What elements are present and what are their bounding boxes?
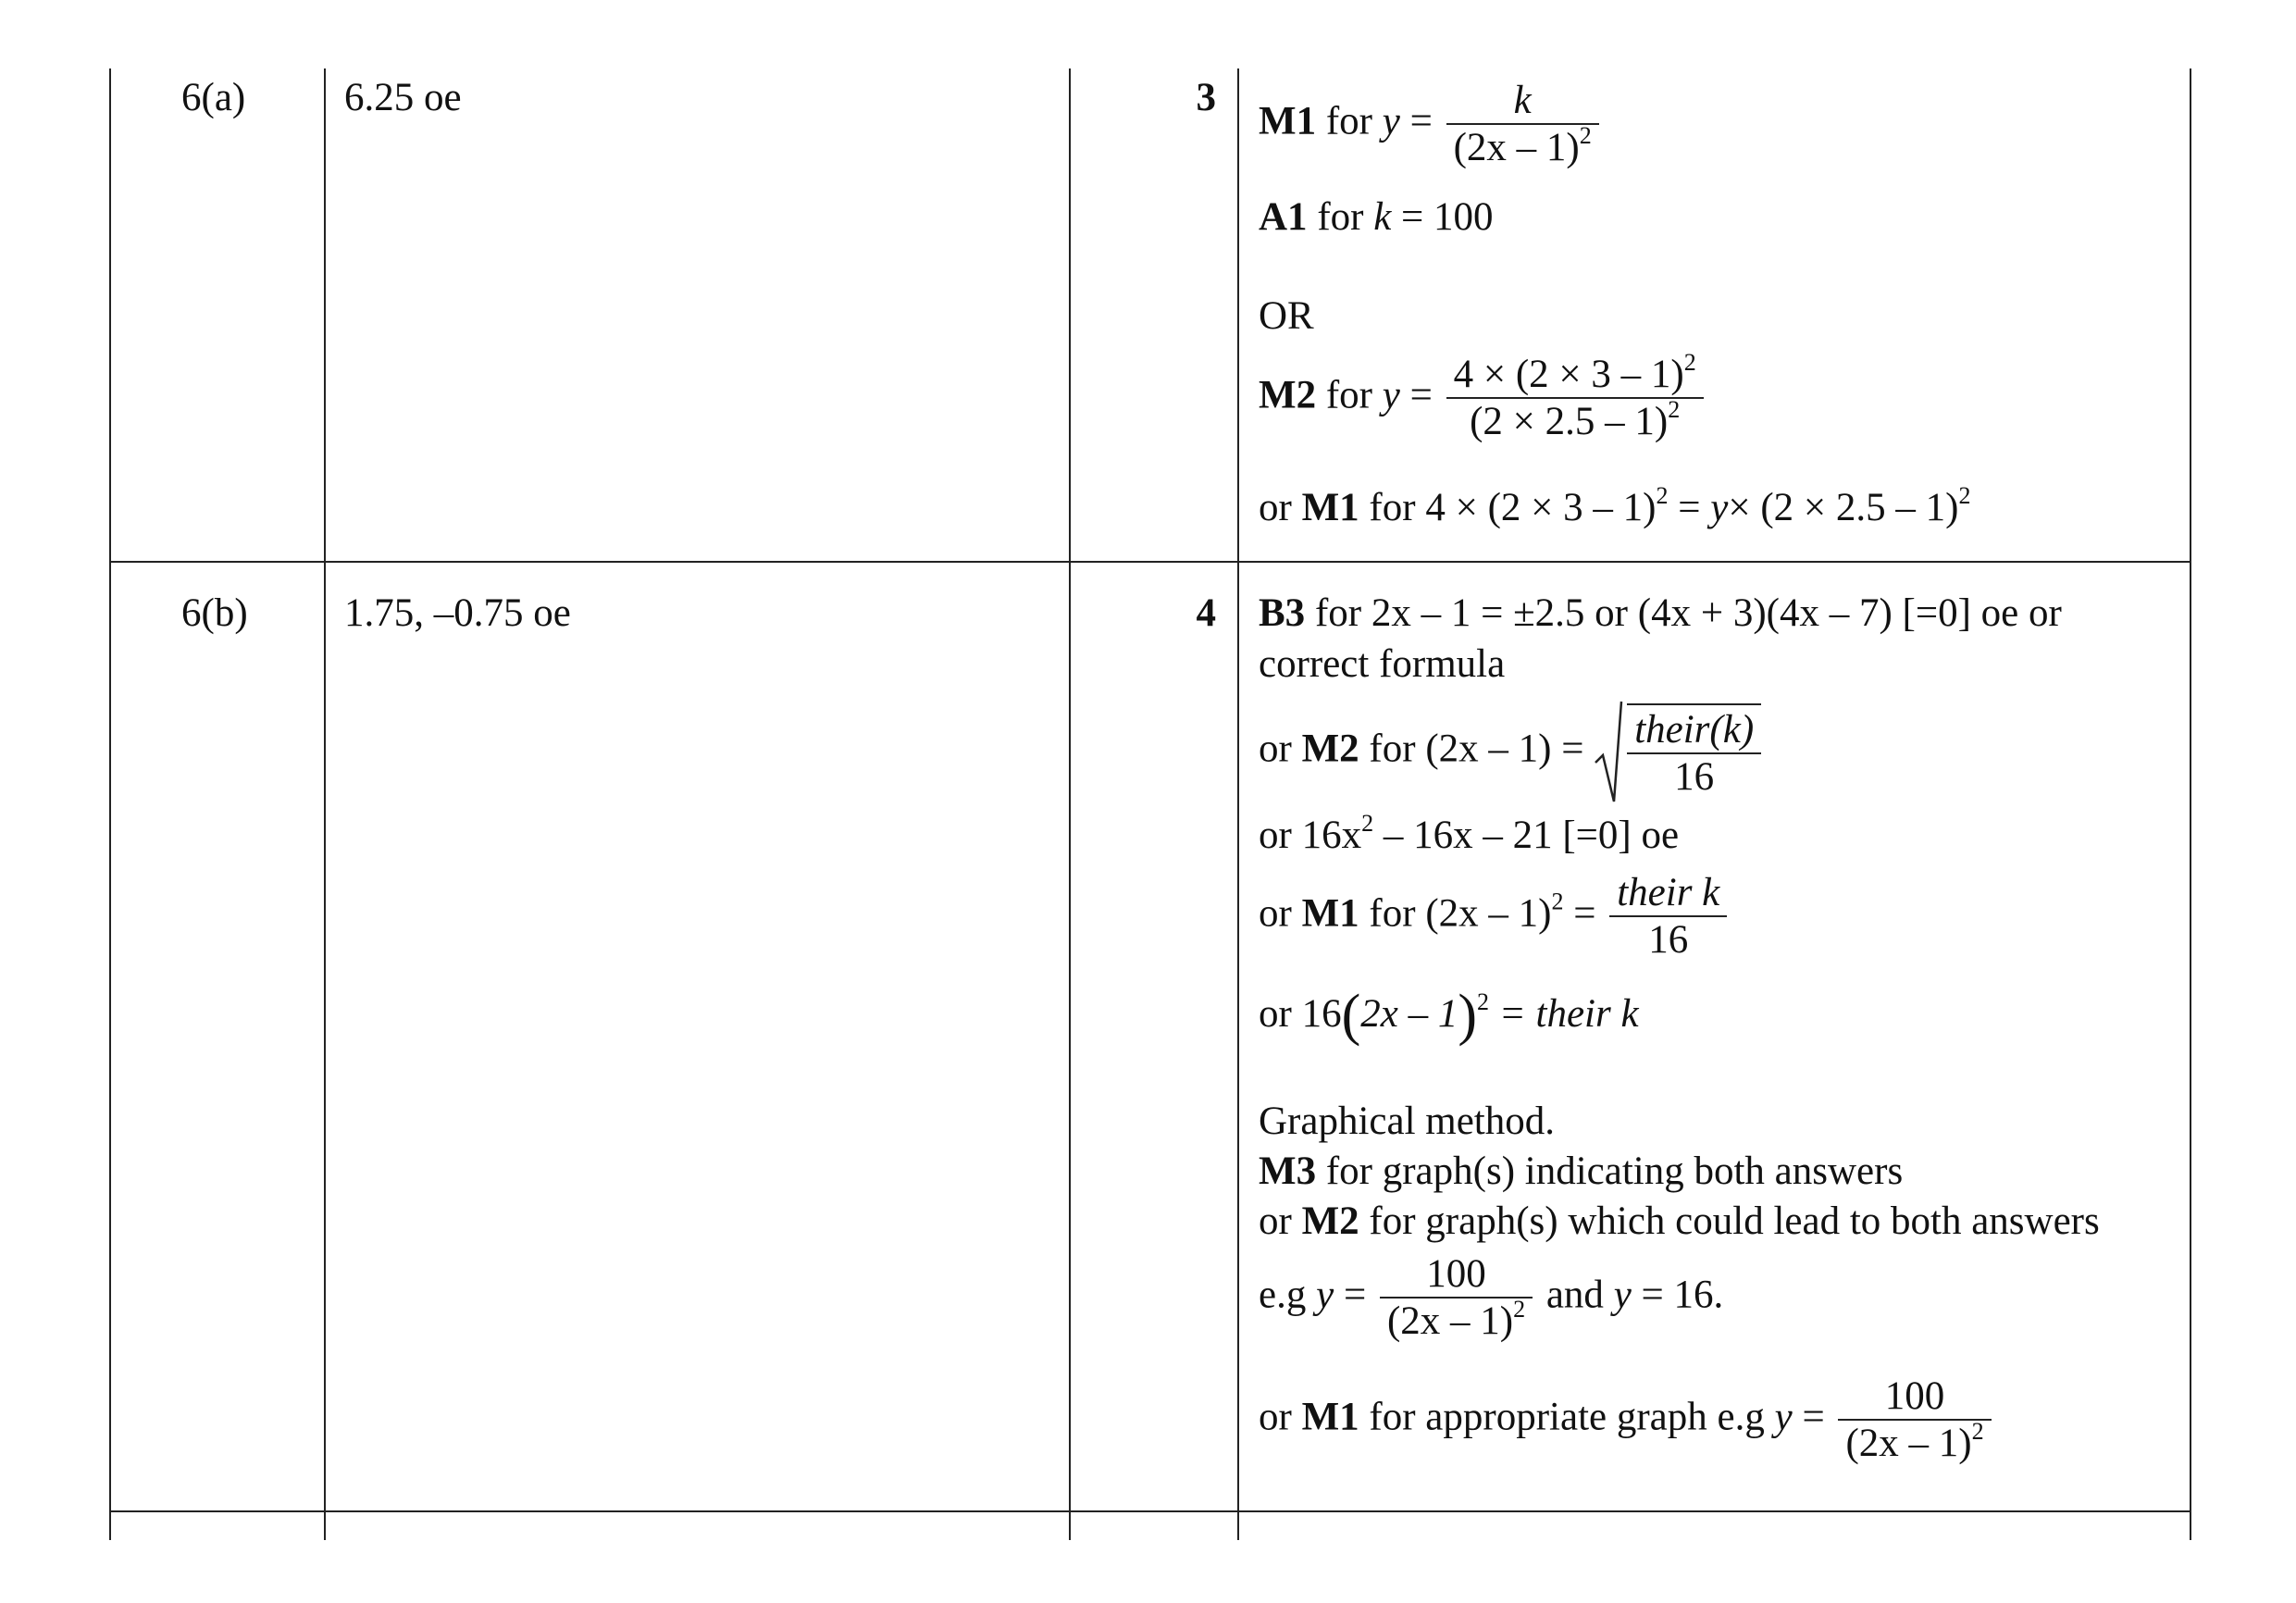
fraction: $\frac{k}{(2x - 1)^2}$ xyxy=(1446,78,1599,171)
table-border-left xyxy=(109,68,111,1540)
note-line: M2 for y = $\frac{4 \times (2 \times 3 - 1)^2}{(2 \times 2.5 - 1)^2}$ xyxy=(1259,352,1707,445)
column-divider-1 xyxy=(324,68,326,1540)
table-border-right xyxy=(2190,68,2191,1540)
note-line: or M2 for (2x – 1) = $\frac{\text{their(k)}}{16}$ xyxy=(1259,703,1765,801)
question-number: 6(a) xyxy=(181,76,246,119)
row-divider-1 xyxy=(109,561,2191,563)
square-root xyxy=(1594,703,1765,801)
column-divider-3 xyxy=(1237,68,1239,1540)
note-line: A1 for k = 100 xyxy=(1259,195,1494,239)
answer: 1.75, –0.75 oe xyxy=(344,591,571,635)
fraction: $\frac{4 \times (2 \times 3 - 1)^2}{(2 \times 2.5 - 1)^2}$ xyxy=(1446,352,1704,445)
fraction: $\frac{100}{(2x - 1)^2}$ xyxy=(1380,1251,1533,1345)
fraction: $\frac{\text{their k}}{16}$ xyxy=(1609,870,1727,963)
note-line: B3 for 2x – 1 = ±2.5 or (4x + 3)(4x – 7) [=0] oe or xyxy=(1259,591,2062,635)
note-line: or $16x^2 - 16x - 21$ [=0] oe xyxy=(1259,810,1680,857)
note-line: or M2 for graph(s) which could lead to both answers xyxy=(1259,1199,2100,1243)
note-line: M1 for y = $\frac{k}{(2x - 1)^2}$ xyxy=(1259,78,1603,171)
answer: 6.25 oe xyxy=(344,76,462,119)
marks: 4 xyxy=(1196,591,1216,635)
note-line: e.g y = $\frac{100}{(2x - 1)^2}$ and y = 16. xyxy=(1259,1252,1724,1344)
fraction: $\frac{100}{(2x - 1)^2}$ xyxy=(1838,1373,1991,1467)
note-line: or M1 for $4 \times (2 \times 3 - 1)^2 = y\times (2 \times 2.5 - 1)^2$ xyxy=(1259,482,1971,529)
question-number: 6(b) xyxy=(181,591,248,635)
note-line: M3 for graph(s) indicating both answers xyxy=(1259,1149,1904,1193)
fraction: $\frac{\text{their(k)}}{16}$ xyxy=(1627,703,1761,801)
note-line: or M1 for appropriate graph e.g y = $\frac{100}{(2x - 1)^2}$ xyxy=(1259,1373,1995,1467)
row-divider-2 xyxy=(109,1510,2191,1512)
marks: 3 xyxy=(1196,76,1216,119)
note-line: or 16(2x – 1)$^2$ = their k xyxy=(1259,984,1639,1047)
note-line: or M1 for (2x – 1)$^2$ = $\frac{\text{their k}}{16}$ xyxy=(1259,870,1731,963)
column-divider-2 xyxy=(1069,68,1071,1540)
note-line: OR xyxy=(1259,294,1314,338)
note-line: correct formula xyxy=(1259,642,1506,686)
note-line: Graphical method. xyxy=(1259,1100,1556,1143)
